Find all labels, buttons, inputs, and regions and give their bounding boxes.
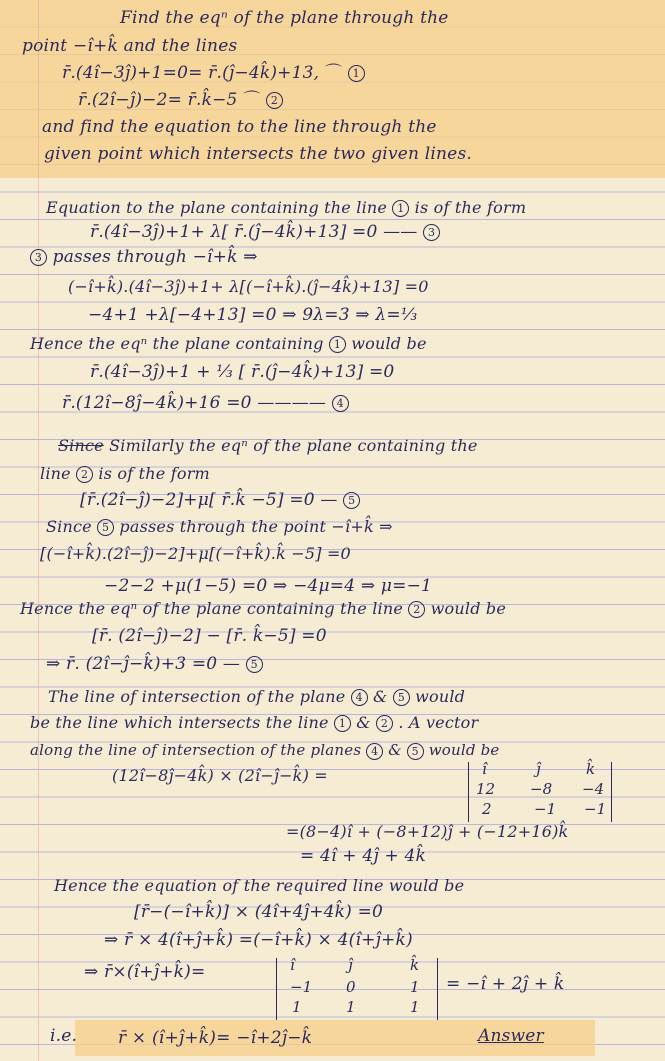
- text: Similarly the eqⁿ of the plane containing the: [109, 436, 478, 455]
- solution-line-24: Hence the equation of the required line would be: [54, 876, 465, 895]
- solution-line-5: −4+1 +λ[−4+13] =0 ⇒ 9λ=3 ⇒ λ=⅓: [88, 305, 418, 325]
- problem-line-3: r̄.(4î−3ĵ)+1=0= r̄.(ĵ−4k̂)+13, ⌒ 1: [62, 63, 365, 83]
- problem-line-3-text: r̄.(4î−3ĵ)+1=0= r̄.(ĵ−4k̂)+13,: [62, 63, 320, 83]
- text: [r̄.(2î−ĵ)−2]+μ[ r̄.k̂ −5] =0: [80, 490, 315, 510]
- solution-line-27: ⇒ r̄×(î+ĵ+k̂)=: [84, 962, 206, 982]
- problem-line-1: Find the eqⁿ of the plane through the: [120, 8, 449, 28]
- equation-marker: 1: [348, 65, 365, 82]
- det2-cell: k̂: [410, 956, 420, 974]
- solution-line-15: [20, 599, 506, 619]
- text: ⇒ r̄. (2î−ĵ−k̂)+3 =0: [46, 654, 218, 674]
- det2-cell: 1: [410, 998, 420, 1016]
- text: &: [356, 713, 371, 732]
- solution-line-14: −2−2 +μ(1−5) =0 ⇒ −4μ=4 ⇒ μ=−1: [104, 576, 433, 596]
- solution-line-27-result: = −î + 2ĵ + k̂: [446, 974, 565, 994]
- det1-cell: î: [482, 760, 487, 778]
- solution-line-11: [r̄.(2î−ĵ)−2]+μ[ r̄.k̂ −5] =0 — 5: [80, 490, 360, 510]
- text: passes through −î+k̂ ⇒: [52, 247, 258, 267]
- det1-cell: k̂: [586, 760, 596, 778]
- solution-line-3: [30, 247, 258, 267]
- equation-marker: 3: [30, 249, 47, 266]
- problem-line-2: point −î+k̂ and the lines: [22, 36, 238, 56]
- equation-marker: 1: [329, 336, 346, 353]
- solution-line-16: [r̄. (2î−ĵ)−2] − [r̄. k̂−5] =0: [92, 626, 327, 646]
- solution-line-23: = 4î + 4ĵ + 4k̂: [300, 846, 427, 866]
- text: along the line of intersection of the planes: [30, 741, 362, 759]
- det2-cell: ĵ: [348, 956, 353, 974]
- solution-line-17: ⇒ r̄. (2î−ĵ−k̂)+3 =0 — 5: [46, 654, 263, 674]
- solution-line-6: [30, 334, 427, 354]
- text: is of the form: [414, 198, 527, 217]
- solution-line-2: r̄.(4î−3ĵ)+1+ λ[ r̄.(ĵ−4k̂)+13] =0 —— 3: [90, 222, 440, 242]
- solution-line-22: =(8−4)î + (−8+12)ĵ + (−12+16)k̂: [286, 822, 569, 841]
- equation-marker: 5: [393, 689, 410, 706]
- det2-cell: 1: [346, 998, 356, 1016]
- text: r̄.(4î−3ĵ)+1+ λ[ r̄.(ĵ−4k̂)+13] =0: [90, 222, 378, 242]
- solution-line-20: [30, 740, 499, 760]
- text: would be: [351, 334, 427, 353]
- solution-line-1: [46, 198, 526, 218]
- equation-marker: 5: [407, 743, 424, 760]
- text: . A vector: [398, 713, 479, 732]
- det2-cell: 0: [346, 978, 356, 996]
- det1-cell: −4: [582, 780, 605, 798]
- det2-cell: 1: [292, 998, 302, 1016]
- problem-line-5: and find the equation to the line through the: [42, 117, 437, 137]
- final-answer: r̄ × (î+ĵ+k̂)= −î+2ĵ−k̂: [118, 1028, 313, 1048]
- text: would be: [428, 741, 500, 759]
- solution-line-7: r̄.(4î−3ĵ)+1 + ⅓ [ r̄.(ĵ−4k̂)+13] =0: [90, 362, 395, 382]
- problem-line-4-text: r̄.(2î−ĵ)−2= r̄.k̂−5: [78, 90, 238, 110]
- solution-line-18: [48, 687, 465, 707]
- equation-marker: 4: [351, 689, 368, 706]
- text: line: [40, 464, 71, 483]
- answer-label: Answer: [478, 1026, 544, 1046]
- solution-line-19: [30, 713, 478, 733]
- equation-marker: 1: [392, 200, 409, 217]
- det2-cell: −1: [290, 978, 313, 996]
- page-margin: [38, 0, 39, 1061]
- text: The line of intersection of the plane: [48, 687, 346, 706]
- text: is of the form: [98, 464, 210, 483]
- equation-marker: 5: [97, 519, 114, 536]
- text: passes through the point −î+k̂ ⇒: [119, 517, 393, 536]
- solution-line-25: [r̄−(−î+k̂)] × (4î+4ĵ+4k̂) =0: [134, 902, 384, 922]
- solution-line-13: [(−î+k̂).(2î−ĵ)−2]+μ[(−î+k̂).k̂ −5] =0: [40, 544, 351, 563]
- equation-marker: 5: [246, 656, 263, 673]
- equation-marker: 4: [332, 395, 349, 412]
- text: be the line which intersects the line: [30, 713, 329, 732]
- solution-line-4: (−î+k̂).(4î−3ĵ)+1+ λ[(−î+k̂).(ĵ−4k̂)+13] =0: [68, 277, 429, 296]
- det1-cell: ĵ: [536, 760, 541, 778]
- problem-line-4: r̄.(2î−ĵ)−2= r̄.k̂−5 ⌒ 2: [78, 90, 283, 110]
- solution-line-8: r̄.(12î−8ĵ−4k̂)+16 =0 ———— 4: [62, 393, 349, 413]
- struck-word: Since: [58, 436, 104, 455]
- equation-marker: 4: [366, 743, 383, 760]
- problem-line-6: given point which intersects the two given lines.: [44, 144, 472, 164]
- equation-marker: 2: [266, 92, 283, 109]
- text: &: [373, 687, 388, 706]
- equation-marker: 1: [334, 715, 351, 732]
- solution-line-21: (12î−8ĵ−4k̂) × (2î−ĵ−k̂) =: [112, 766, 328, 785]
- text: Equation to the plane containing the line: [46, 198, 388, 217]
- det1-cell: 2: [482, 800, 492, 818]
- text: Hence the eqⁿ the plane containing: [30, 334, 324, 353]
- equation-marker: 3: [423, 224, 440, 241]
- det1-cell: −8: [530, 780, 553, 798]
- text: Since: [46, 517, 92, 536]
- solution-line-12: [46, 517, 393, 537]
- equation-marker: 2: [408, 601, 425, 618]
- det1-cell: 12: [476, 780, 496, 798]
- det1-cell: −1: [584, 800, 607, 818]
- solution-line-26: ⇒ r̄ × 4(î+ĵ+k̂) =(−î+k̂) × 4(î+ĵ+k̂): [104, 930, 413, 950]
- equation-marker: 2: [376, 715, 393, 732]
- text: r̄.(12î−8ĵ−4k̂)+16 =0: [62, 393, 252, 413]
- det1-cell: −1: [534, 800, 557, 818]
- final-prefix: i.e.: [50, 1026, 78, 1046]
- solution-line-10: [40, 464, 210, 484]
- equation-marker: 2: [76, 466, 93, 483]
- text: Hence the eqⁿ of the plane containing the line: [20, 599, 404, 618]
- equation-marker: 5: [343, 492, 360, 509]
- det2-cell: î: [290, 956, 295, 974]
- det2-cell: 1: [410, 978, 420, 996]
- text: would be: [430, 599, 507, 618]
- text: &: [388, 741, 402, 759]
- text: would: [415, 687, 466, 706]
- solution-line-9: [58, 436, 478, 456]
